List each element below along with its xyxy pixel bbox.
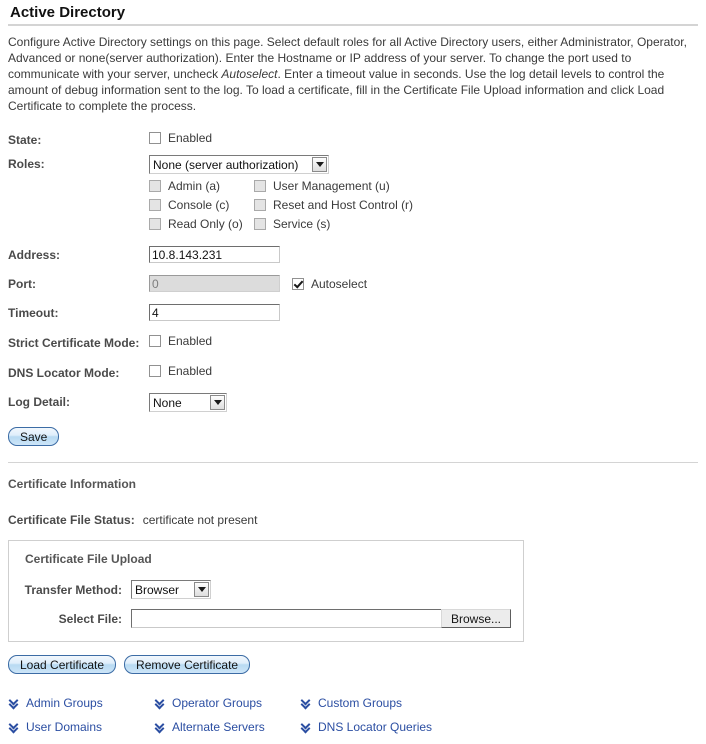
link-label: Admin Groups bbox=[26, 696, 103, 710]
port-label: Port: bbox=[8, 277, 36, 291]
autoselect-checkbox[interactable] bbox=[292, 277, 367, 291]
related-links bbox=[0, 696, 468, 744]
roles-label: Roles: bbox=[8, 157, 45, 171]
browse-button[interactable]: Browse... bbox=[441, 609, 511, 628]
transfer-method-row bbox=[21, 580, 511, 599]
link-label: DNS Locator Queries bbox=[318, 720, 433, 734]
chevron-down-icon[interactable] bbox=[312, 157, 327, 172]
link-label: Custom Groups bbox=[318, 696, 403, 710]
form-row-log-detail bbox=[8, 393, 706, 412]
link-label: User Domains bbox=[26, 720, 103, 734]
roles-permission-line bbox=[149, 217, 413, 231]
permission-checkbox-user-management[interactable] bbox=[254, 179, 390, 193]
page-title: Active Directory bbox=[10, 4, 126, 21]
select-file-input[interactable] bbox=[131, 609, 442, 628]
link-operator-groups[interactable] bbox=[154, 696, 300, 710]
dns-locator-mode-label: DNS Locator Mode: bbox=[8, 366, 120, 380]
form-row-address bbox=[8, 246, 706, 263]
log-detail-select-value: None bbox=[153, 395, 182, 410]
link-custom-groups[interactable] bbox=[300, 696, 446, 710]
transfer-method-label: Transfer Method: bbox=[24, 582, 122, 597]
form-row-state bbox=[8, 131, 706, 147]
log-detail-select[interactable] bbox=[149, 393, 227, 412]
checkbox-box-icon[interactable] bbox=[149, 180, 161, 192]
link-label: Alternate Servers bbox=[172, 720, 265, 734]
checkbox-box-icon[interactable] bbox=[149, 132, 161, 144]
chevron-down-icon[interactable] bbox=[210, 395, 225, 410]
autoselect-label: Autoselect bbox=[311, 276, 368, 291]
description-part-one: Configure Active Directory settings on this page. Select default roles for all Active Directory users, either Administrator, Operator, Advanced or none(server authorization). Enter the Hostname or IP address of your server. To change the port used to communicate with your server, uncheck bbox=[8, 35, 687, 81]
remove-certificate-button[interactable]: Remove Certificate bbox=[124, 655, 250, 674]
strict-certificate-mode-enabled-label: Enabled bbox=[168, 334, 213, 348]
double-chevron-down-icon bbox=[300, 697, 313, 709]
permission-checkbox-admin[interactable] bbox=[149, 179, 254, 193]
certificate-file-upload-title: Certificate File Upload bbox=[25, 552, 152, 566]
transfer-method-select[interactable] bbox=[131, 580, 211, 599]
timeout-label: Timeout: bbox=[8, 306, 59, 320]
state-enabled-label: Enabled bbox=[168, 131, 213, 145]
double-chevron-down-icon bbox=[8, 721, 21, 733]
link-label: Operator Groups bbox=[172, 696, 263, 710]
strict-certificate-mode-checkbox[interactable] bbox=[149, 334, 212, 348]
permission-checkbox-console[interactable] bbox=[149, 198, 254, 212]
address-label: Address: bbox=[8, 248, 61, 262]
permission-checkbox-service[interactable] bbox=[254, 217, 330, 231]
checkbox-box-icon[interactable] bbox=[254, 218, 266, 230]
certificate-action-buttons bbox=[8, 655, 706, 674]
form-row-strict-certificate-mode bbox=[8, 334, 706, 350]
checkbox-box-icon[interactable] bbox=[254, 199, 266, 211]
link-alternate-servers[interactable] bbox=[154, 720, 300, 734]
log-detail-label: Log Detail: bbox=[8, 395, 70, 409]
timeout-input[interactable] bbox=[149, 304, 280, 321]
select-file-row bbox=[21, 609, 511, 628]
permission-label: Console (c) bbox=[168, 198, 230, 212]
strict-certificate-mode-label: Strict Certificate Mode: bbox=[8, 336, 140, 350]
load-certificate-button[interactable]: Load Certificate bbox=[8, 655, 116, 674]
save-button-row bbox=[8, 427, 706, 446]
link-user-domains[interactable] bbox=[8, 720, 154, 734]
double-chevron-down-icon bbox=[154, 697, 167, 709]
link-admin-groups[interactable] bbox=[8, 696, 154, 710]
certificate-file-status-label: Certificate File Status: bbox=[8, 513, 135, 527]
certificate-file-status-value: certificate not present bbox=[142, 513, 258, 527]
checkbox-box-icon[interactable] bbox=[292, 278, 304, 290]
link-dns-locator-queries[interactable] bbox=[300, 720, 446, 734]
dns-locator-mode-checkbox[interactable] bbox=[149, 364, 212, 378]
checkbox-box-icon[interactable] bbox=[149, 365, 161, 377]
permission-label: Reset and Host Control (r) bbox=[273, 198, 414, 212]
dns-locator-mode-enabled-label: Enabled bbox=[168, 364, 213, 378]
section-divider bbox=[8, 462, 698, 463]
address-input[interactable] bbox=[149, 246, 280, 263]
certificate-file-status-row bbox=[8, 513, 706, 527]
roles-permission-line bbox=[149, 179, 413, 193]
roles-permission-line bbox=[149, 198, 413, 212]
form-row-dns-locator-mode bbox=[8, 364, 706, 380]
permission-checkbox-read-only[interactable] bbox=[149, 217, 254, 231]
state-enabled-checkbox[interactable] bbox=[149, 131, 212, 145]
certificate-file-upload-box bbox=[8, 540, 524, 642]
roles-select-value: None (server authorization) bbox=[153, 157, 299, 172]
form-row-timeout bbox=[8, 304, 706, 321]
transfer-method-select-value: Browser bbox=[135, 582, 180, 597]
description-emphasis: Autoselect bbox=[221, 67, 278, 81]
state-label: State: bbox=[8, 133, 42, 147]
page-description bbox=[8, 34, 698, 114]
double-chevron-down-icon bbox=[8, 697, 21, 709]
active-directory-form bbox=[0, 131, 706, 446]
roles-permission-grid bbox=[149, 179, 413, 236]
chevron-down-icon[interactable] bbox=[194, 582, 209, 597]
checkbox-box-icon[interactable] bbox=[149, 335, 161, 347]
save-button[interactable]: Save bbox=[8, 427, 59, 446]
permission-label: Admin (a) bbox=[168, 179, 221, 193]
form-row-roles bbox=[8, 155, 706, 236]
port-input bbox=[149, 275, 280, 292]
certificate-section bbox=[0, 477, 706, 674]
checkbox-box-icon[interactable] bbox=[149, 218, 161, 230]
double-chevron-down-icon bbox=[154, 721, 167, 733]
permission-label: User Management (u) bbox=[273, 179, 390, 193]
certificate-information-heading: Certificate Information bbox=[8, 477, 137, 491]
page-header bbox=[0, 0, 706, 26]
checkbox-box-icon[interactable] bbox=[254, 180, 266, 192]
description-part-two: . Enter a timeout value in seconds. Use the log detail levels to control the amount of debug information sent to the log. To load a certificate, fill in the Certificate File Upload information and click Load Certificate to complete the process. bbox=[8, 67, 665, 113]
roles-select[interactable] bbox=[149, 155, 329, 174]
title-divider bbox=[8, 24, 698, 26]
permission-checkbox-reset-host-control[interactable] bbox=[254, 198, 413, 212]
permission-label: Service (s) bbox=[273, 217, 331, 231]
double-chevron-down-icon bbox=[300, 721, 313, 733]
permission-label: Read Only (o) bbox=[168, 217, 243, 231]
select-file-label: Select File: bbox=[58, 611, 122, 626]
form-row-port bbox=[8, 275, 706, 292]
checkbox-box-icon[interactable] bbox=[149, 199, 161, 211]
